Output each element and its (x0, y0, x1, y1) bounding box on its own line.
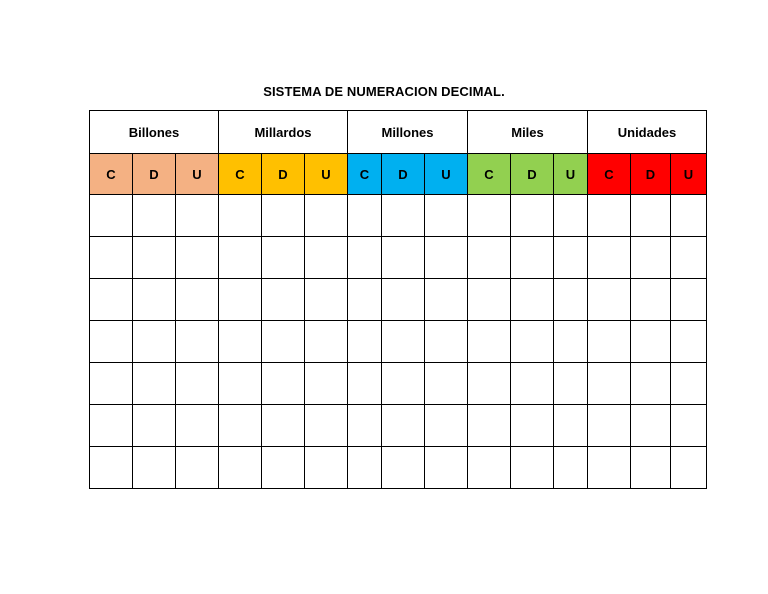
table-row (90, 321, 707, 363)
digit-cell[interactable] (219, 195, 262, 237)
digit-cell[interactable] (262, 405, 305, 447)
digit-cell[interactable] (382, 279, 425, 321)
table-row (90, 447, 707, 489)
digit-cell[interactable] (671, 447, 707, 489)
place-cell-millardos-u: U (305, 154, 348, 195)
place-value-table (89, 110, 707, 489)
digit-cell[interactable] (468, 405, 511, 447)
digit-cell[interactable] (468, 447, 511, 489)
digit-cell[interactable] (305, 195, 348, 237)
place-value-row (90, 154, 707, 195)
digit-cell[interactable] (133, 237, 176, 279)
digit-cell[interactable] (348, 447, 382, 489)
digit-cell[interactable] (219, 447, 262, 489)
place-cell-miles-u: U (554, 154, 588, 195)
digit-cell[interactable] (511, 363, 554, 405)
digit-cell[interactable] (348, 237, 382, 279)
digit-cell[interactable] (348, 279, 382, 321)
digit-cell[interactable] (511, 279, 554, 321)
digit-cell[interactable] (176, 405, 219, 447)
table-row (90, 195, 707, 237)
table-row (90, 279, 707, 321)
digit-cell[interactable] (176, 321, 219, 363)
digit-cell[interactable] (382, 447, 425, 489)
digit-cell[interactable] (468, 279, 511, 321)
digit-cell[interactable] (511, 447, 554, 489)
place-cell-miles-d: D (511, 154, 554, 195)
digit-cell[interactable] (305, 405, 348, 447)
digit-cell[interactable] (588, 405, 631, 447)
group-header-millardos: Millardos (219, 111, 348, 154)
place-cell-millones-d: D (382, 154, 425, 195)
place-cell-unidades-u: U (671, 154, 707, 195)
digit-cell[interactable] (219, 237, 262, 279)
digit-cell[interactable] (262, 237, 305, 279)
digit-cell[interactable] (671, 321, 707, 363)
digit-cell[interactable] (468, 363, 511, 405)
digit-cell[interactable] (554, 321, 588, 363)
digit-cell[interactable] (90, 447, 133, 489)
digit-cell[interactable] (588, 321, 631, 363)
digit-cell[interactable] (305, 237, 348, 279)
digit-cell[interactable] (631, 195, 671, 237)
table-row (90, 405, 707, 447)
place-cell-millones-u: U (425, 154, 468, 195)
digit-cell[interactable] (90, 195, 133, 237)
digit-cell[interactable] (425, 405, 468, 447)
digit-cell[interactable] (631, 237, 671, 279)
digit-cell[interactable] (382, 237, 425, 279)
place-cell-billones-d: D (133, 154, 176, 195)
digit-cell[interactable] (133, 195, 176, 237)
digit-cell[interactable] (382, 321, 425, 363)
digit-cell[interactable] (262, 195, 305, 237)
digit-cell[interactable] (176, 447, 219, 489)
digit-cell[interactable] (219, 279, 262, 321)
place-cell-billones-c: C (90, 154, 133, 195)
digit-cell[interactable] (554, 447, 588, 489)
digit-cell[interactable] (176, 237, 219, 279)
digit-cell[interactable] (133, 405, 176, 447)
digit-cell[interactable] (382, 405, 425, 447)
group-header-miles: Miles (468, 111, 588, 154)
group-header-row (90, 111, 707, 154)
digit-cell[interactable] (588, 279, 631, 321)
digit-cell[interactable] (671, 279, 707, 321)
digit-cell[interactable] (262, 363, 305, 405)
digit-cell[interactable] (348, 405, 382, 447)
digit-cell[interactable] (631, 321, 671, 363)
page-title: SISTEMA DE NUMERACION DECIMAL. (263, 84, 505, 99)
digit-cell[interactable] (133, 321, 176, 363)
digit-cell[interactable] (554, 279, 588, 321)
place-cell-unidades-c: C (588, 154, 631, 195)
digit-cell[interactable] (425, 237, 468, 279)
digit-cell[interactable] (631, 363, 671, 405)
place-cell-millones-c: C (348, 154, 382, 195)
digit-cell[interactable] (671, 237, 707, 279)
digit-cell[interactable] (468, 237, 511, 279)
digit-cell[interactable] (348, 363, 382, 405)
digit-cell[interactable] (176, 195, 219, 237)
digit-cell[interactable] (671, 405, 707, 447)
place-cell-millardos-d: D (262, 154, 305, 195)
digit-cell[interactable] (554, 195, 588, 237)
digit-cell[interactable] (382, 195, 425, 237)
digit-cell[interactable] (305, 321, 348, 363)
place-cell-miles-c: C (468, 154, 511, 195)
digit-cell[interactable] (631, 279, 671, 321)
digit-cell[interactable] (671, 363, 707, 405)
digit-cell[interactable] (588, 195, 631, 237)
digit-cell[interactable] (219, 363, 262, 405)
digit-cell[interactable] (133, 279, 176, 321)
group-header-unidades: Unidades (588, 111, 707, 154)
place-cell-millardos-c: C (219, 154, 262, 195)
table-row (90, 237, 707, 279)
digit-cell[interactable] (425, 195, 468, 237)
place-cell-billones-u: U (176, 154, 219, 195)
digit-cell[interactable] (671, 195, 707, 237)
digit-cell[interactable] (219, 321, 262, 363)
place-cell-unidades-d: D (631, 154, 671, 195)
digit-cell[interactable] (511, 237, 554, 279)
digit-cell[interactable] (262, 447, 305, 489)
digit-cell[interactable] (425, 447, 468, 489)
digit-cell[interactable] (90, 237, 133, 279)
digit-cell[interactable] (90, 321, 133, 363)
digit-cell[interactable] (554, 237, 588, 279)
digit-cell[interactable] (425, 321, 468, 363)
digit-cell[interactable] (262, 321, 305, 363)
digit-cell[interactable] (631, 405, 671, 447)
group-header-millones: Millones (348, 111, 468, 154)
digit-cell[interactable] (348, 321, 382, 363)
digit-cell[interactable] (511, 321, 554, 363)
digit-cell[interactable] (382, 363, 425, 405)
digit-cell[interactable] (305, 447, 348, 489)
digit-cell[interactable] (425, 363, 468, 405)
digit-cell[interactable] (133, 363, 176, 405)
digit-cell[interactable] (305, 279, 348, 321)
digit-cell[interactable] (631, 447, 671, 489)
digit-cell[interactable] (90, 363, 133, 405)
digit-cell[interactable] (511, 195, 554, 237)
digit-cell[interactable] (133, 447, 176, 489)
digit-cell[interactable] (468, 195, 511, 237)
digit-cell[interactable] (554, 363, 588, 405)
digit-cell[interactable] (554, 405, 588, 447)
table-row (90, 363, 707, 405)
digit-cell[interactable] (305, 363, 348, 405)
digit-cell[interactable] (90, 279, 133, 321)
digit-cell[interactable] (348, 195, 382, 237)
group-header-billones: Billones (90, 111, 219, 154)
digit-cell[interactable] (176, 279, 219, 321)
digit-cell[interactable] (262, 279, 305, 321)
digit-cell[interactable] (425, 279, 468, 321)
digit-cell[interactable] (468, 321, 511, 363)
digit-cell[interactable] (588, 237, 631, 279)
digit-cell[interactable] (219, 405, 262, 447)
digit-cell[interactable] (176, 363, 219, 405)
digit-cell[interactable] (588, 363, 631, 405)
digit-cell[interactable] (588, 447, 631, 489)
digit-cell[interactable] (90, 405, 133, 447)
digit-cell[interactable] (511, 405, 554, 447)
